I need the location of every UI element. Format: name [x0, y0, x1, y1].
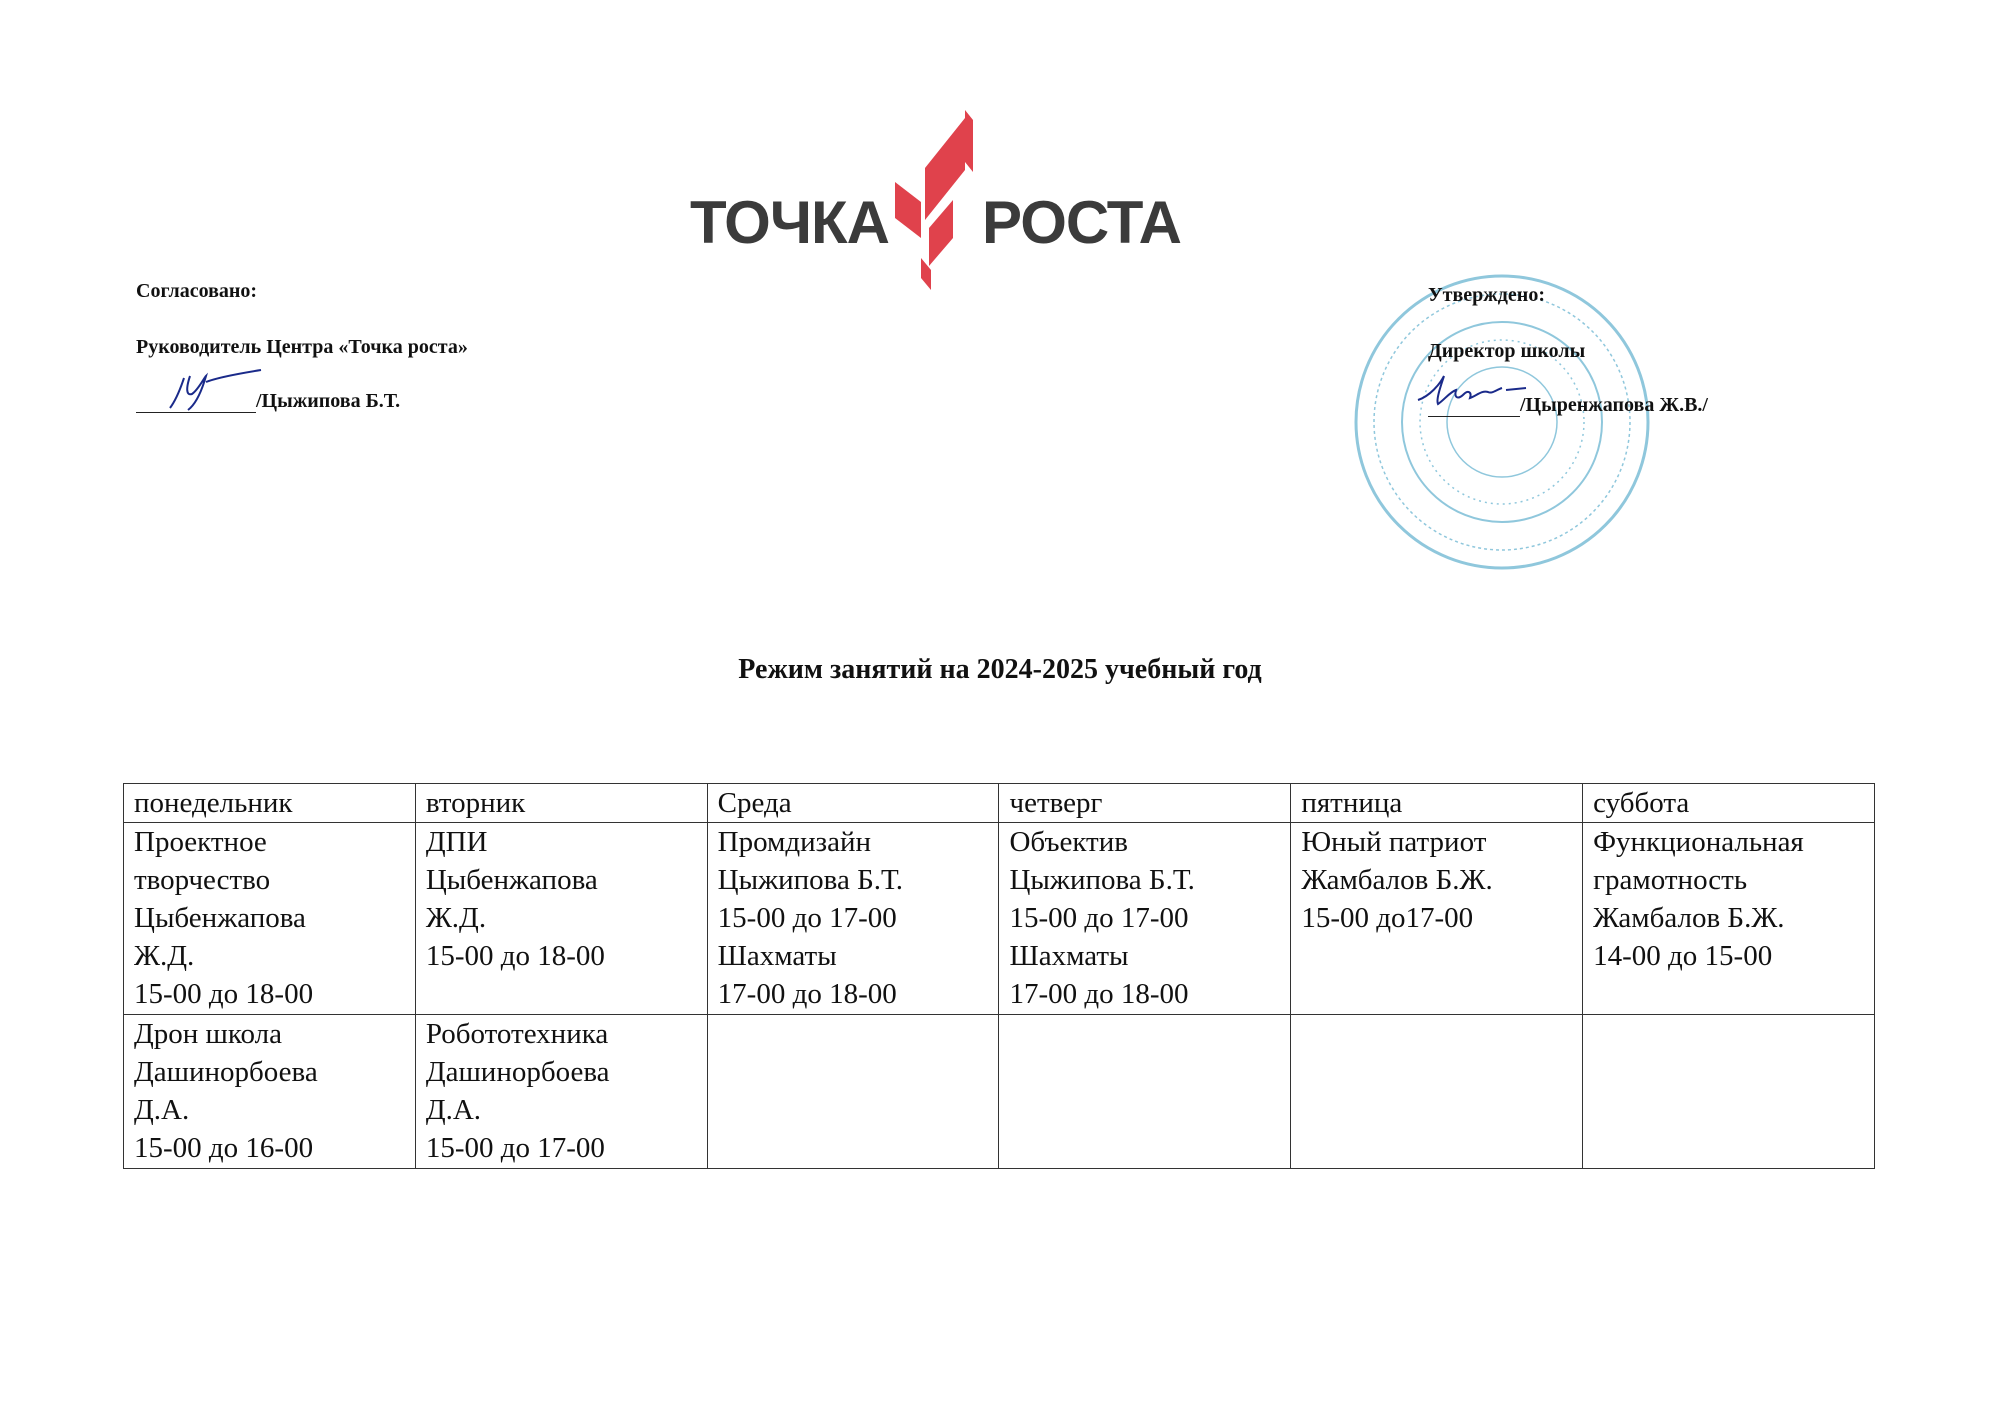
cell-line: Д.А. [134, 1094, 190, 1126]
cell-monday [124, 823, 416, 1015]
cell-line: 15-00 до 18-00 [134, 978, 314, 1010]
cell-monday [124, 1015, 416, 1169]
handwritten-signature-icon [156, 368, 266, 412]
tochka-rosta-logo [690, 110, 1181, 300]
official-stamp-icon [1352, 272, 1652, 572]
approved-signatory: /Цыренжапова Ж.В./ [1520, 394, 1708, 416]
cell-wednesday [707, 1015, 999, 1169]
header-saturday: суббота [1583, 784, 1875, 823]
cell-line: Цыжипова Б.Т. [717, 864, 904, 896]
cell-saturday [1583, 1015, 1875, 1169]
cell-line: Юный патриот [1301, 826, 1487, 858]
logo-leaf-icon [895, 110, 985, 295]
header-wednesday: Среда [707, 784, 999, 823]
cell-line: Шахматы [717, 940, 837, 972]
cell-line: Объектив [1009, 826, 1128, 858]
cell-line: Робототехника [425, 1018, 609, 1050]
cell-thursday [999, 823, 1291, 1015]
cell-line: Дрон школа [134, 1018, 282, 1050]
cell-line: Дашинорбоева [425, 1056, 610, 1088]
cell-line: Дашинорбоева [134, 1056, 318, 1088]
cell-line: Ж.Д. [134, 940, 195, 972]
signature-blank [136, 392, 256, 413]
table-row [124, 1015, 1875, 1169]
cell-line: Шахматы [1009, 940, 1129, 972]
agreed-label: Согласовано: [136, 280, 258, 302]
cell-line: 15-00 до17-00 [1301, 902, 1474, 934]
cell-friday [1291, 1015, 1583, 1169]
cell-line: 15-00 до 17-00 [717, 902, 897, 934]
cell-line: 17-00 до 18-00 [717, 978, 897, 1010]
cell-line: Функциональная [1593, 826, 1804, 858]
cell-line: 15-00 до 18-00 [425, 940, 605, 972]
agreed-signatory: /Цыжипова Б.Т. [256, 390, 401, 412]
header-friday: пятница [1291, 784, 1583, 823]
cell-line: 15-00 до 17-00 [1009, 902, 1189, 934]
cell-tuesday [415, 1015, 707, 1169]
cell-line: 17-00 до 18-00 [1009, 978, 1189, 1010]
logo-word-right: РОСТА [982, 189, 1181, 256]
cell-line: Цыбенжапова [425, 864, 598, 896]
cell-line: творчество [134, 864, 271, 896]
handwritten-signature-icon [1410, 370, 1530, 414]
cell-line: 14-00 до 15-00 [1593, 940, 1773, 972]
cell-line: 15-00 до 17-00 [425, 1132, 605, 1164]
approved-label: Утверждено: [1428, 284, 1545, 306]
header-monday: понедельник [124, 784, 416, 823]
cell-thursday [999, 1015, 1291, 1169]
cell-wednesday [707, 823, 999, 1015]
approved-signature-line [1428, 394, 1708, 417]
cell-line: грамотность [1593, 864, 1748, 896]
header-tuesday: вторник [415, 784, 707, 823]
table-row [124, 823, 1875, 1015]
schedule-table [123, 783, 1875, 1169]
cell-line: Проектное [134, 826, 267, 858]
cell-line: Д.А. [425, 1094, 482, 1126]
cell-tuesday [415, 823, 707, 1015]
table-header-row [124, 784, 1875, 823]
agreed-position: Руководитель Центра «Точка роста» [136, 336, 468, 358]
cell-line: Жамбалов Б.Ж. [1301, 864, 1493, 896]
cell-friday [1291, 823, 1583, 1015]
cell-line: Цыжипова Б.Т. [1009, 864, 1195, 896]
cell-line: ДПИ [425, 826, 488, 858]
header-thursday: четверг [999, 784, 1291, 823]
approved-position: Директор школы [1428, 340, 1586, 362]
signature-blank [1428, 396, 1520, 417]
cell-line: Промдизайн [717, 826, 872, 858]
cell-line: Жамбалов Б.Ж. [1593, 902, 1785, 934]
cell-saturday [1583, 823, 1875, 1015]
document-title: Режим занятий на 2024-2025 учебный год [738, 654, 1262, 685]
cell-line: 15-00 до 16-00 [134, 1132, 314, 1164]
agreed-signature-line [136, 390, 400, 413]
cell-line: Ж.Д. [425, 902, 487, 934]
cell-line: Цыбенжапова [134, 902, 306, 934]
logo-word-left: ТОЧКА [690, 189, 889, 256]
